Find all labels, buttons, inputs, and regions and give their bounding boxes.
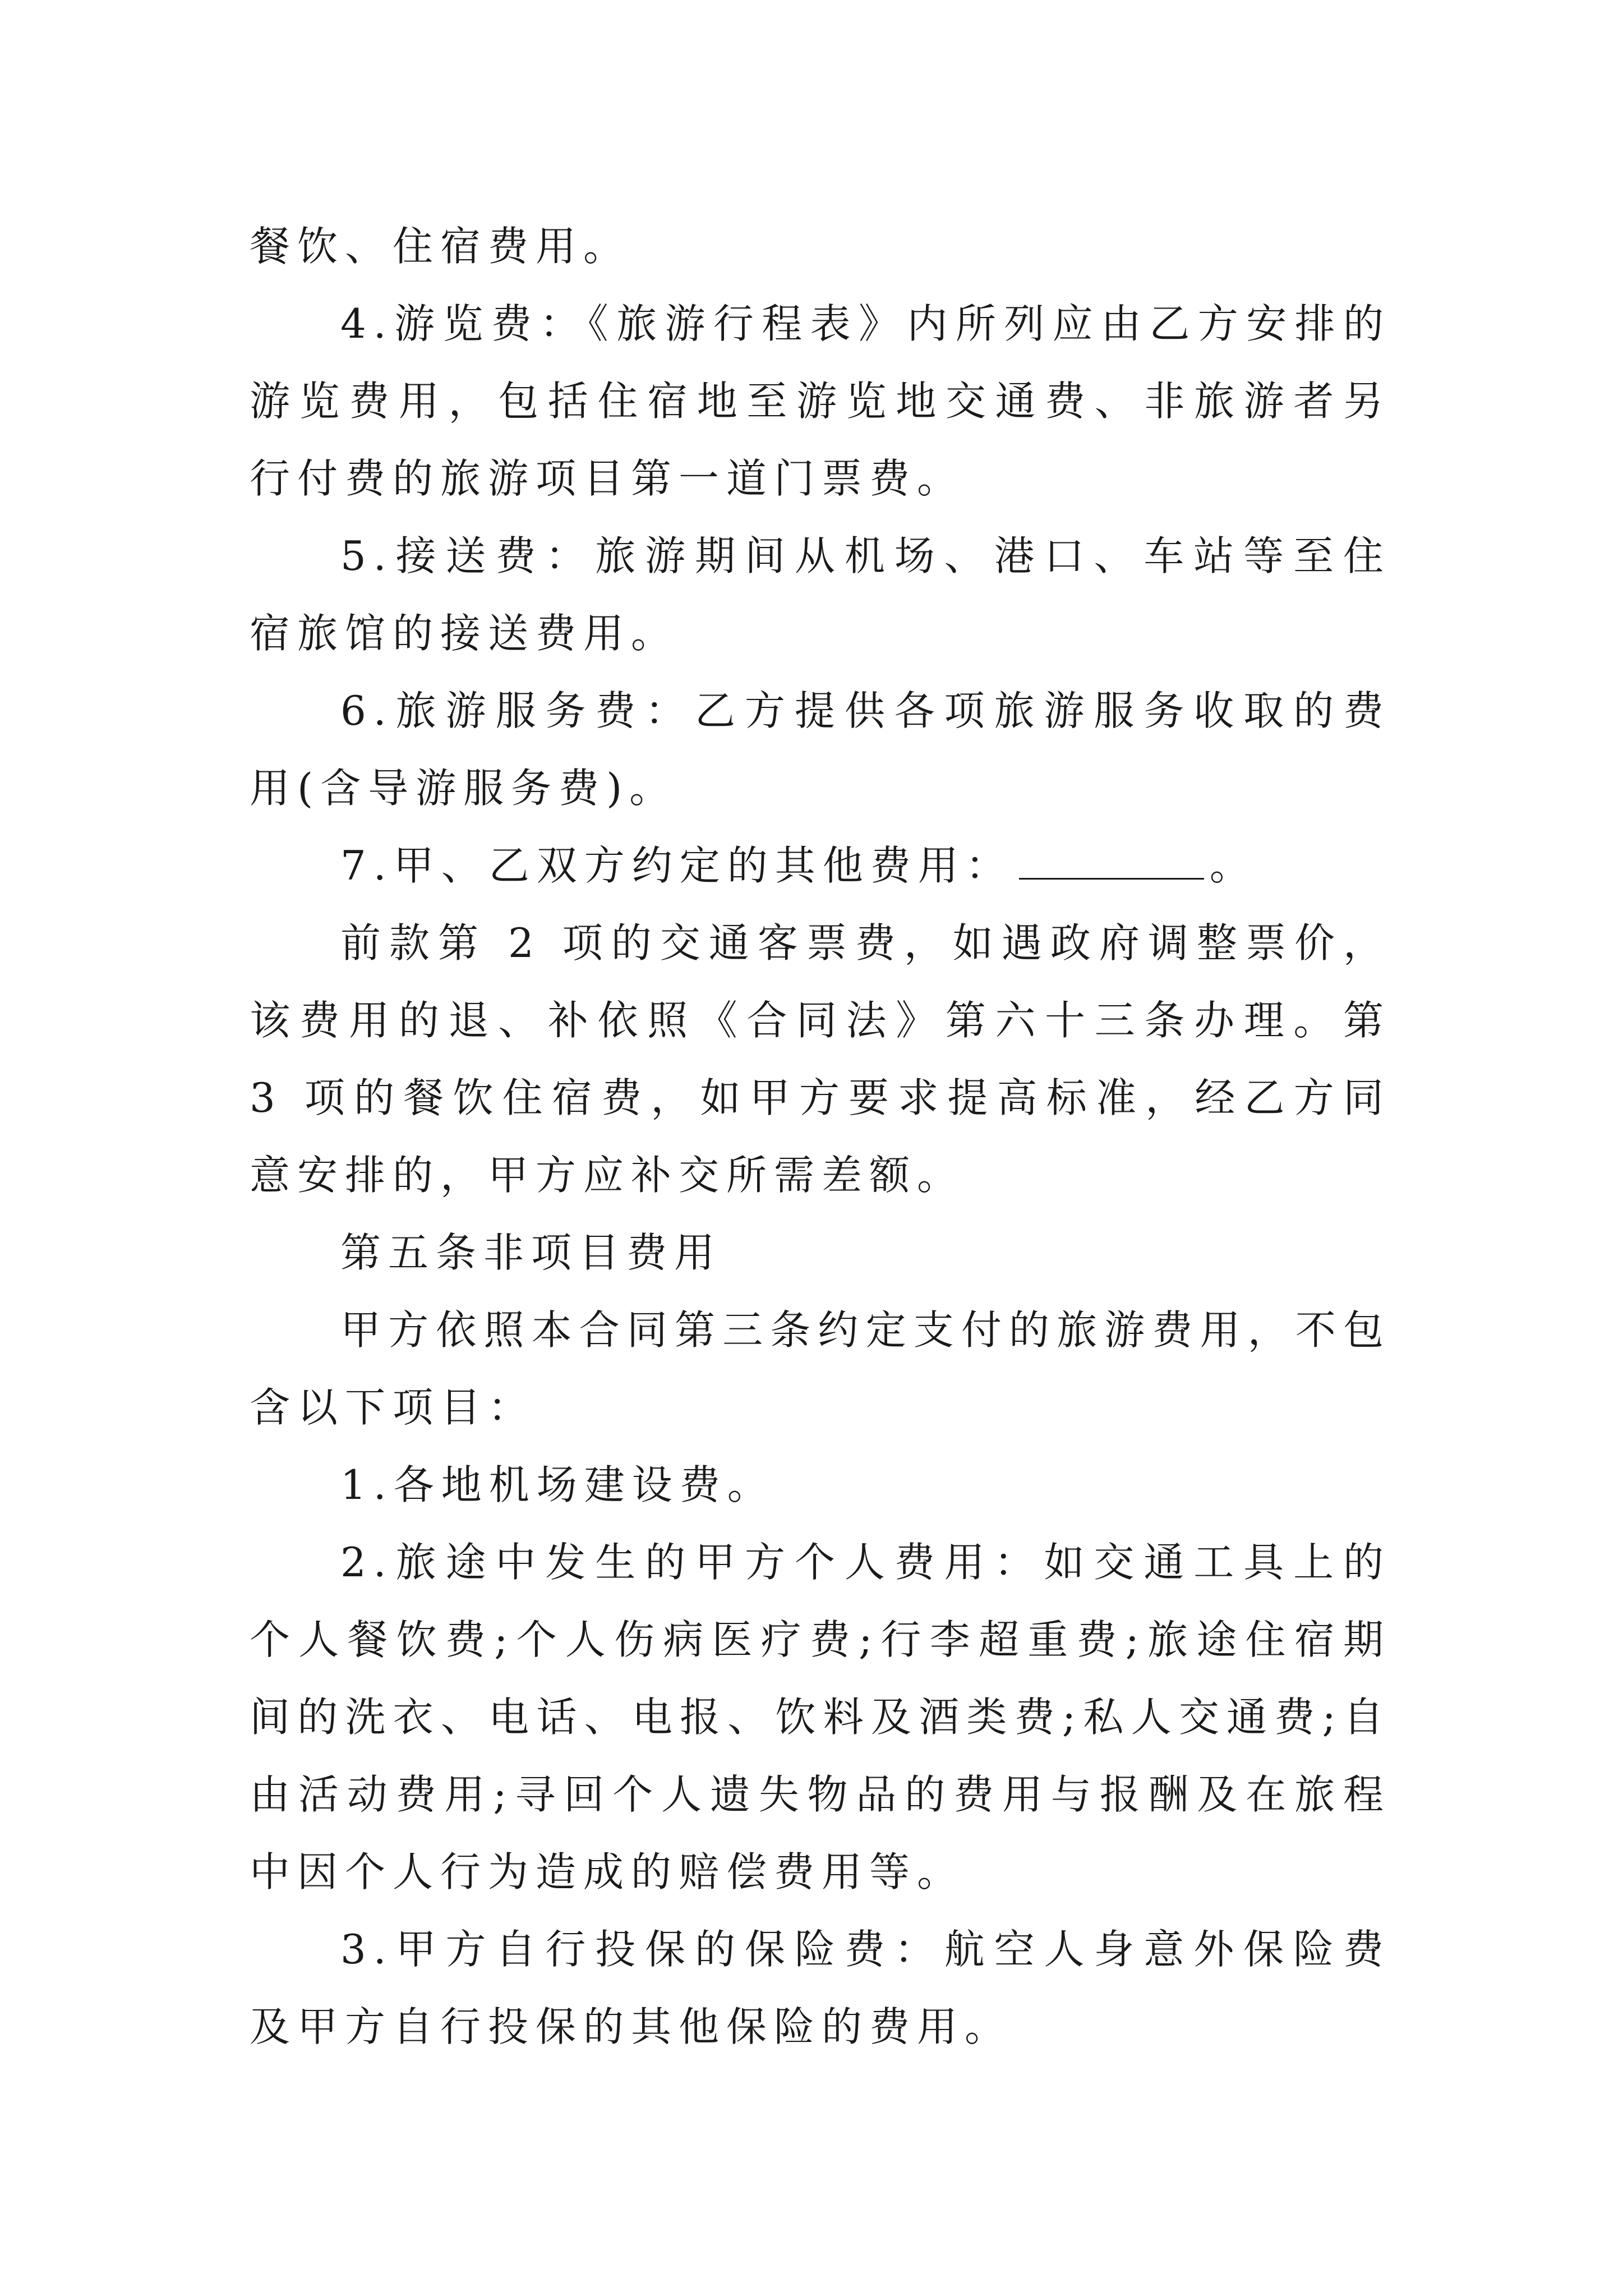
other-fees-label: 7.甲、乙双方约定的其他费用： [340, 842, 1013, 889]
paragraph-exclusions-intro: 甲方依照本合同第三条约定支付的旅游费用，不包含以下项目： [250, 1306, 1391, 1431]
service-fee-text: 6.旅游服务费：乙方提供各项旅游服务收取的费用(含导游服务费)。 [250, 687, 1391, 812]
paragraph-ticket-adjustment: 前款第 2 项的交通客票费，如遇政府调整票价，该费用的退、补依照《合同法》第六十三条办理。第 3 项的餐饮住宿费，如甲方要求提高标准，经乙方同意安排的，甲方应补交所需差额。 [250, 919, 1391, 1199]
paragraph-personal-expenses: 2.旅途中发生的甲方个人费用：如交通工具上的个人餐饮费;个人伤病医疗费;行李超重费;旅途住宿期间的洗衣、电话、电报、饮料及酒类费;私人交通费;自由活动费用;寻回个人遗失物品的费用与报酬及在旅程中因个人行为造成的赔偿费用等。 [250, 1539, 1391, 1895]
other-fees-blank-field[interactable] [1019, 842, 1204, 880]
paragraph-sightseeing-fee: 4.游览费：《旅游行程表》内所列应由乙方安排的游览费用，包括住宿地至游览地交通费、非旅游者另行付费的旅游项目第一道门票费。 [250, 300, 1391, 502]
section-heading-non-item-fees: 第五条非项目费用 [340, 1229, 722, 1276]
paragraph-meals-lodging-end: 餐饮、住宿费用。 [250, 223, 631, 270]
paragraph-transfer-fee: 5.接送费：旅游期间从机场、港口、车站等至住宿旅馆的接送费用。 [250, 532, 1391, 657]
paragraph-airport-fee: 1.各地机场建设费。 [340, 1461, 775, 1508]
paragraph-insurance-fee: 3.甲方自行投保的保险费：航空人身意外保险费及甲方自行投保的其他保险的费用。 [250, 1926, 1391, 2050]
paragraph-service-fee [250, 672, 1391, 827]
paragraph-other-fees [250, 827, 1391, 904]
document-body [250, 208, 1391, 2065]
other-fees-period: 。 [1209, 842, 1257, 889]
